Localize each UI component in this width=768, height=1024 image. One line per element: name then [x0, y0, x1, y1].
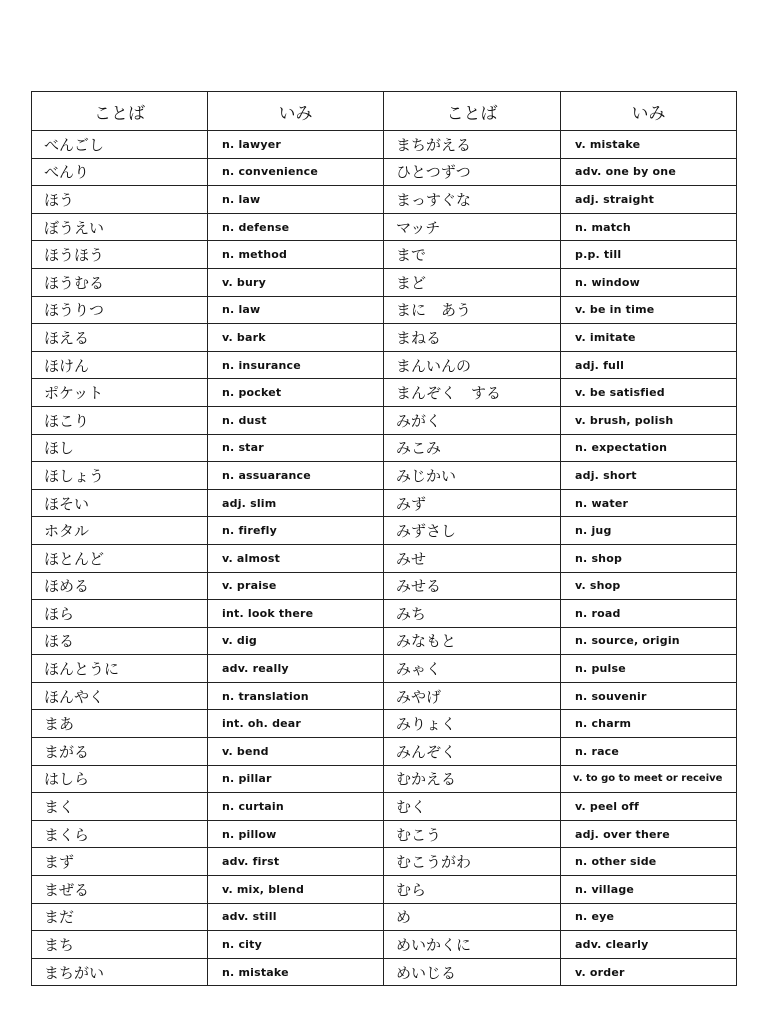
word-cell-left: ほし	[32, 434, 208, 462]
meaning-cell-right: adj. full	[561, 351, 737, 379]
table-row	[32, 931, 737, 959]
word-cell-left: まくら	[32, 820, 208, 848]
table-row	[32, 241, 737, 269]
word-cell-left: ぼうえい	[32, 213, 208, 241]
meaning-cell-left: v. almost	[208, 544, 384, 572]
header-word-right: ことば	[384, 92, 561, 131]
word-cell-right: むら	[384, 876, 561, 904]
meaning-cell-right: n. match	[561, 213, 737, 241]
table-row	[32, 324, 737, 352]
word-cell-left: ほうりつ	[32, 296, 208, 324]
meaning-cell-right: n. souvenir	[561, 682, 737, 710]
table-row	[32, 517, 737, 545]
word-cell-right: めいじる	[384, 958, 561, 986]
word-cell-right: みこみ	[384, 434, 561, 462]
word-cell-left: まぜる	[32, 876, 208, 904]
meaning-cell-left: n. pocket	[208, 379, 384, 407]
meaning-cell-left: n. pillow	[208, 820, 384, 848]
table-row	[32, 213, 737, 241]
word-cell-left: ほんやく	[32, 682, 208, 710]
meaning-cell-right: n. village	[561, 876, 737, 904]
table-row	[32, 738, 737, 766]
meaning-cell-right: n. window	[561, 268, 737, 296]
header-word-left: ことば	[32, 92, 208, 131]
meaning-cell-right: n. eye	[561, 903, 737, 931]
meaning-cell-right: n. expectation	[561, 434, 737, 462]
table-row	[32, 793, 737, 821]
meaning-cell-left: n. pillar	[208, 765, 384, 793]
table-row	[32, 131, 737, 159]
word-cell-right: まで	[384, 241, 561, 269]
word-cell-right: まんいんの	[384, 351, 561, 379]
meaning-cell-right: adj. short	[561, 462, 737, 490]
meaning-cell-right: adj. over there	[561, 820, 737, 848]
meaning-cell-right: v. be satisfied	[561, 379, 737, 407]
table-row	[32, 268, 737, 296]
word-cell-left: ほうほう	[32, 241, 208, 269]
word-cell-left: ほうむる	[32, 268, 208, 296]
word-cell-left: ほしょう	[32, 462, 208, 490]
word-cell-right: みりょく	[384, 710, 561, 738]
word-cell-left: ポケット	[32, 379, 208, 407]
meaning-cell-left: n. defense	[208, 213, 384, 241]
word-cell-left: まがる	[32, 738, 208, 766]
word-cell-right: みず	[384, 489, 561, 517]
table-row	[32, 848, 737, 876]
word-cell-left: はしら	[32, 765, 208, 793]
word-cell-right: まんぞく する	[384, 379, 561, 407]
meaning-cell-right: n. water	[561, 489, 737, 517]
meaning-cell-left: adj. slim	[208, 489, 384, 517]
table-row	[32, 572, 737, 600]
word-cell-left: まち	[32, 931, 208, 959]
table-row	[32, 682, 737, 710]
table-row	[32, 903, 737, 931]
meaning-cell-left: n. star	[208, 434, 384, 462]
word-cell-left: べんごし	[32, 131, 208, 159]
word-cell-left: ほえる	[32, 324, 208, 352]
word-cell-left: ほとんど	[32, 544, 208, 572]
table-row	[32, 186, 737, 214]
table-row	[32, 765, 737, 793]
meaning-cell-left: adv. really	[208, 655, 384, 683]
meaning-cell-left: v. dig	[208, 627, 384, 655]
word-cell-left: ほめる	[32, 572, 208, 600]
word-cell-right: みせ	[384, 544, 561, 572]
meaning-cell-left: n. curtain	[208, 793, 384, 821]
meaning-cell-right: n. jug	[561, 517, 737, 545]
meaning-cell-right: v. order	[561, 958, 737, 986]
meaning-cell-right: adj. straight	[561, 186, 737, 214]
word-cell-right: まちがえる	[384, 131, 561, 159]
word-cell-right: ひとつずつ	[384, 158, 561, 186]
meaning-cell-right: n. pulse	[561, 655, 737, 683]
word-cell-right: めいかくに	[384, 931, 561, 959]
meaning-cell-right: n. charm	[561, 710, 737, 738]
meaning-cell-right: v. brush, polish	[561, 406, 737, 434]
meaning-cell-right: adv. clearly	[561, 931, 737, 959]
table-row	[32, 876, 737, 904]
word-cell-right: まねる	[384, 324, 561, 352]
word-cell-right: むこう	[384, 820, 561, 848]
meaning-cell-right: v. shop	[561, 572, 737, 600]
meaning-cell-left: int. oh. dear	[208, 710, 384, 738]
meaning-cell-right: n. road	[561, 600, 737, 628]
meaning-cell-right: v. to go to meet or receive	[561, 765, 737, 793]
table-row	[32, 351, 737, 379]
word-cell-left: まあ	[32, 710, 208, 738]
meaning-cell-right: p.p. till	[561, 241, 737, 269]
word-cell-right: むかえる	[384, 765, 561, 793]
word-cell-left: べんり	[32, 158, 208, 186]
word-cell-right: みずさし	[384, 517, 561, 545]
table-row	[32, 462, 737, 490]
table-row	[32, 158, 737, 186]
table-row	[32, 406, 737, 434]
word-cell-left: まちがい	[32, 958, 208, 986]
meaning-cell-right: n. shop	[561, 544, 737, 572]
meaning-cell-left: n. law	[208, 296, 384, 324]
meaning-cell-left: v. praise	[208, 572, 384, 600]
word-cell-right: め	[384, 903, 561, 931]
word-cell-right: みなもと	[384, 627, 561, 655]
table-row	[32, 820, 737, 848]
table-row	[32, 600, 737, 628]
meaning-cell-left: adv. first	[208, 848, 384, 876]
word-cell-right: まど	[384, 268, 561, 296]
header-meaning-right: いみ	[561, 92, 737, 131]
header-row	[32, 92, 737, 131]
word-cell-left: ほそい	[32, 489, 208, 517]
word-cell-right: みせる	[384, 572, 561, 600]
table-row	[32, 958, 737, 986]
meaning-cell-left: n. mistake	[208, 958, 384, 986]
word-cell-left: ほこり	[32, 406, 208, 434]
meaning-cell-left: n. lawyer	[208, 131, 384, 159]
word-cell-right: まっすぐな	[384, 186, 561, 214]
word-cell-left: ほけん	[32, 351, 208, 379]
meaning-cell-right: v. be in time	[561, 296, 737, 324]
table-row	[32, 434, 737, 462]
meaning-cell-right: v. peel off	[561, 793, 737, 821]
meaning-cell-left: int. look there	[208, 600, 384, 628]
word-cell-left: ほう	[32, 186, 208, 214]
meaning-cell-left: v. bend	[208, 738, 384, 766]
word-cell-left: ほんとうに	[32, 655, 208, 683]
table-row	[32, 296, 737, 324]
word-cell-right: むこうがわ	[384, 848, 561, 876]
word-cell-right: まに あう	[384, 296, 561, 324]
meaning-cell-left: n. dust	[208, 406, 384, 434]
meaning-cell-right: n. other side	[561, 848, 737, 876]
header-meaning-left: いみ	[208, 92, 384, 131]
word-cell-right: みゃく	[384, 655, 561, 683]
word-cell-right: みやげ	[384, 682, 561, 710]
meaning-cell-left: v. bark	[208, 324, 384, 352]
meaning-cell-left: n. convenience	[208, 158, 384, 186]
meaning-cell-left: n. city	[208, 931, 384, 959]
meaning-cell-right: n. source, origin	[561, 627, 737, 655]
word-cell-left: ほる	[32, 627, 208, 655]
meaning-cell-left: n. assuarance	[208, 462, 384, 490]
meaning-cell-right: v. imitate	[561, 324, 737, 352]
table-row	[32, 710, 737, 738]
meaning-cell-left: v. bury	[208, 268, 384, 296]
word-cell-left: まく	[32, 793, 208, 821]
word-cell-right: むく	[384, 793, 561, 821]
meaning-cell-left: adv. still	[208, 903, 384, 931]
vocabulary-table	[31, 91, 737, 986]
word-cell-right: マッチ	[384, 213, 561, 241]
word-cell-left: まだ	[32, 903, 208, 931]
table-row	[32, 379, 737, 407]
table-row	[32, 489, 737, 517]
table-row	[32, 544, 737, 572]
meaning-cell-left: n. translation	[208, 682, 384, 710]
word-cell-left: ほら	[32, 600, 208, 628]
table-row	[32, 627, 737, 655]
meaning-cell-left: v. mix, blend	[208, 876, 384, 904]
word-cell-right: みち	[384, 600, 561, 628]
word-cell-right: みんぞく	[384, 738, 561, 766]
meaning-cell-left: n. firefly	[208, 517, 384, 545]
meaning-cell-left: n. insurance	[208, 351, 384, 379]
meaning-cell-left: n. method	[208, 241, 384, 269]
vocabulary-body	[32, 131, 737, 986]
word-cell-left: まず	[32, 848, 208, 876]
word-cell-right: みがく	[384, 406, 561, 434]
word-cell-right: みじかい	[384, 462, 561, 490]
table-row	[32, 655, 737, 683]
meaning-cell-right: adv. one by one	[561, 158, 737, 186]
meaning-cell-right: n. race	[561, 738, 737, 766]
word-cell-left: ホタル	[32, 517, 208, 545]
meaning-cell-left: n. law	[208, 186, 384, 214]
meaning-cell-right: v. mistake	[561, 131, 737, 159]
